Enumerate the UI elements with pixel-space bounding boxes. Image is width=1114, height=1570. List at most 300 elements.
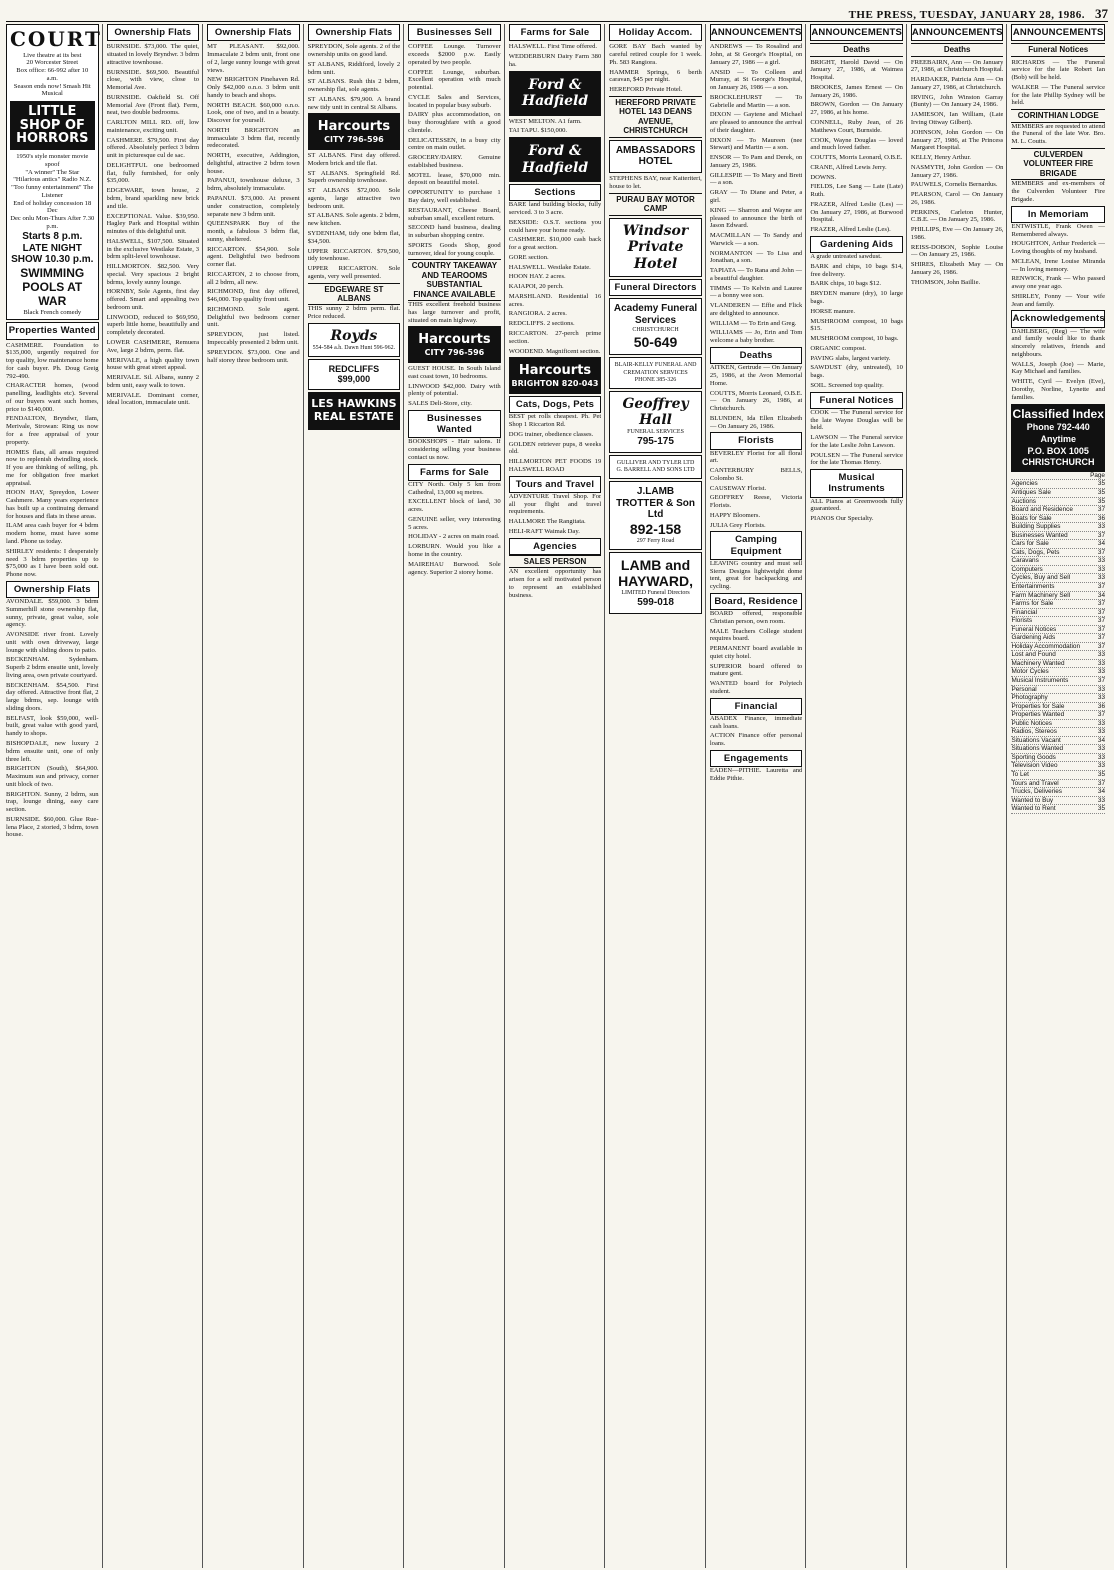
birth-notice: VLANDEREN — Effie and Flick are delighted to announce.: [709, 302, 803, 317]
classified-ad: BOARD offered, responsible Christian person, own room.: [709, 610, 803, 625]
classified-columns: [6, 24, 1108, 1568]
index-row[interactable]: [1011, 506, 1105, 515]
index-item-page: 37: [1097, 582, 1105, 590]
classified-ad: PERMANENT board available in quiet city hotel.: [709, 645, 803, 660]
classified-index-header: [1011, 404, 1105, 472]
edgeware-heading: EDGEWARE ST ALBANS: [308, 283, 401, 306]
section-header-properties-wanted: Properties Wanted: [6, 322, 99, 339]
index-item-page: 33: [1097, 651, 1105, 659]
section-header-ownership-flats: Ownership Flats: [207, 24, 300, 41]
classified-ad: GENUINE seller, very interesting 5 acres.: [408, 515, 501, 531]
index-item-page: 34: [1097, 736, 1105, 744]
classified-ad: HEREFORD Private Hotel.: [609, 86, 683, 94]
acknowledgement-notice: WHITE, Cyril — Evelyn (Eve), Dorothy, Norline, Lynette and families.: [1011, 378, 1105, 401]
classified-ad: BRIGHTON (South), $64,900. Maximum sun and privacy, corner unit block of two.: [6, 765, 99, 788]
section-header-ownership-flats: Ownership Flats: [107, 24, 200, 41]
death-notice: COOK, Wayne Douglas — loved and much loved father.: [810, 136, 903, 152]
classified-ad: EXCEPTIONAL Value. $39,950. Hagley Park and Hospital within minutes of this delightful unit.: [106, 212, 200, 236]
classified-ad: CYCLE Sales and Services, located in popular busy suburb.: [408, 93, 501, 109]
classified-ad: ST ALBANS. $79,900. A brand new tidy unit in central St Albans.: [307, 95, 401, 111]
birth-notice: TAPIATA — To Rana and John — a beautiful daughter.: [709, 267, 803, 282]
late-show-time: LATE NIGHT SHOW 10.30 p.m.: [11, 242, 94, 266]
index-row[interactable]: [1011, 566, 1105, 575]
death-notice: THOMSON, John Baillie.: [910, 278, 981, 286]
index-row[interactable]: [1011, 720, 1105, 729]
classified-ad: ST ALBANS. Springfield Rd. Superb ownership townhouse.: [307, 169, 401, 185]
index-row[interactable]: [1011, 634, 1105, 643]
section-header-holiday-accom: Holiday Accom.: [609, 24, 702, 41]
classified-ad: GOLDEN retriever pups, 8 weeks old.: [508, 440, 602, 456]
death-notice: FRAZER, Alfred Leslie (Les) — On January 27, 1986, at Burwood Hospital.: [810, 200, 903, 224]
court-season: Season ends now! Smash Hit Musical: [13, 82, 91, 98]
lamb-trotter-name: J.LAMB TROTTER & Son Ltd: [616, 485, 695, 521]
classified-ad: SPREYDON, Sole agents. 2 of the ownership units on good land.: [307, 43, 401, 58]
index-item-label: Wanted to Buy: [1011, 796, 1054, 804]
classified-ad: MOTEL lease, $70,000 min. deposit on beautiful motel.: [408, 171, 501, 187]
classified-ad: ST ALBANS. Sole agents. 2 bdrm, new kitchen.: [307, 212, 401, 228]
classified-ad: MALE Teachers College student requires board.: [709, 627, 803, 643]
death-notice: DOWNS.: [810, 173, 837, 181]
index-item-page: 36: [1097, 514, 1105, 522]
academy-funeral-ad: [609, 298, 702, 355]
index-item-page: 33: [1097, 728, 1105, 736]
index-item-label: Building Supplies: [1011, 523, 1061, 531]
classified-ad: SALES Deli-Store, city.: [408, 400, 472, 408]
classified-ad: MERIVALE, a high quality town house with great street appeal.: [106, 356, 200, 372]
index-row[interactable]: [1011, 780, 1105, 789]
start-time: Starts 8 p.m.: [22, 230, 83, 242]
acknowledgement-notice: WALLS, Joseph (Joe) — Marie, Kay Michael and families.: [1011, 360, 1105, 376]
classified-ad: CARLTON MILL RD. off, low maintenance, exciting unit.: [106, 119, 200, 134]
classified-ad: RICCARTON. 27-perch prime section.: [508, 330, 602, 345]
index-row[interactable]: [1011, 626, 1105, 635]
classified-ad: GORE BAY Bach wanted by careful retired couple for 1 week. Ph. 583 Rangiora.: [609, 43, 702, 66]
classified-ad: GUEST HOUSE. In South Island east coast town, 10 bedrooms.: [408, 365, 501, 380]
index-page-label-row: [1011, 472, 1105, 481]
index-row[interactable]: [1011, 771, 1105, 780]
classified-ad: BELFAST, look $59,000, well-built, great value with good yard, handy to shops.: [6, 714, 99, 738]
classified-ad: HOMES flats, all areas required now to replenish dwindling stock. If you are thinking of selling, ph. me for obligation free market appraisal.: [6, 448, 99, 487]
classified-ad: ACTION Finance offer personal loans.: [709, 732, 803, 748]
index-item-label: Cycles, Buy and Sell: [1011, 574, 1071, 582]
classified-ad: RICCARTON, 2 to choose from, all 2 bdrm, all new.: [207, 270, 300, 286]
classified-ad: ST ALBANS $72,000. Sole agents, large attractive two bedroom unit.: [307, 187, 401, 210]
ownership-flats-list: [308, 43, 401, 1568]
classified-ad: HOON HAY, Spreydon, Lower Cashmere. Many years experience has built up a continuing demand for houses and flats in these areas.: [6, 489, 99, 520]
holiday-accom-list: [609, 43, 702, 1568]
death-notice: PERKINS, Carleton Hunter, C.B.E. — On January 25, 1986.: [910, 208, 1004, 224]
classified-ad: HALLMORE The Rangitata.: [508, 518, 586, 526]
birth-notice: DIXON — Gaytene and Michael are pleased to announce the arrival of their daughter.: [709, 111, 803, 134]
ambassadors-hotel-ad: [609, 140, 702, 174]
masthead: [6, 6, 1108, 22]
funeral-notice: MEMBERS are requested to attend the Funeral of the late Wor. Bro. M. L. Coutts.: [1011, 122, 1105, 146]
index-row[interactable]: [1011, 754, 1105, 763]
index-row[interactable]: [1011, 797, 1105, 806]
classified-ad: BARK chips, 10 bags $12.: [810, 280, 882, 288]
blair-name: BLAIR-KELLY FUNERAL AND CREMATION SERVICES: [614, 362, 697, 376]
classified-ad: EADEN—PITHIE. Lauretta and Eddie Pithie.: [709, 767, 803, 782]
classified-ad: HALSWELL. First Time offered.: [508, 43, 598, 51]
redcliffs-price: $99,000: [337, 374, 371, 385]
memoriam-notice: SHIRLEY, Fonny — Your wife Jean and family.: [1011, 292, 1105, 308]
harcourts-name: Harcourts: [317, 119, 391, 135]
court-subtitle: Live theatre at its best: [23, 51, 82, 59]
classified-ad: RANGIORA. 2 acres.: [508, 310, 567, 318]
index-item-label: Photography: [1011, 694, 1048, 702]
royds-contact: 554-584 a.h. Dawn Hunt 596-962.: [312, 344, 396, 351]
index-row[interactable]: [1011, 686, 1105, 695]
classified-ad: UPPER RICCARTON. Sole agents, very well presented.: [307, 265, 401, 280]
hawkins-logo: [308, 392, 401, 430]
classified-ad: SPORTS Goods Shop, good turnover, ideal for young couple.: [408, 241, 501, 257]
classified-ad: SPREYDON. $73,000. One and half storey three bedroom unit.: [207, 348, 300, 364]
purau-heading: PURAU BAY MOTOR CAMP: [609, 193, 702, 216]
court-title: COURT: [10, 27, 102, 51]
classified-ad: NORTH BRIGHTON an immaculate 3 bdrm flat, recently redecorated.: [207, 126, 300, 150]
classified-ad: CHARACTER homes, (wood panelling, leadlights etc). Several of our buyers want such homes, price to $140,000.: [6, 382, 99, 413]
index-anytime: Anytime: [1040, 433, 1076, 444]
death-notice: KELLY, Henry Arthur.: [910, 154, 971, 162]
section-header-ownership-flats: Ownership Flats: [308, 24, 401, 41]
classified-ad: HILLMORTON PET FOODS 19 HALSWELL ROAD: [508, 458, 602, 473]
classified-ad: HAPPY Bloomers.: [709, 511, 761, 519]
index-row[interactable]: [1011, 728, 1105, 737]
classified-ad: MERIVALE. Dominant corner, ideal location, immaculate unit.: [106, 391, 200, 407]
redcliffs-box: [308, 359, 401, 390]
index-row[interactable]: [1011, 480, 1105, 489]
funeral-notice: COOK — The Funeral service for the late Wayne Douglas will be held.: [810, 408, 903, 432]
classified-ad: LINWOOD $42,000. Dairy with plenty of potential.: [408, 382, 501, 398]
index-row[interactable]: [1011, 694, 1105, 703]
classified-index-list: [1011, 472, 1105, 814]
index-row[interactable]: [1011, 617, 1105, 626]
section-header-board: Board, Residence: [710, 593, 803, 610]
column-11: [1011, 24, 1108, 1568]
index-item-page: 33: [1097, 796, 1105, 804]
index-item-label: Properties Wanted: [1011, 711, 1065, 719]
index-item-label: Antiques Sale: [1011, 488, 1051, 496]
classified-ad: SECOND hand business, dealing in suburban shopping centre.: [408, 224, 501, 240]
index-item-label: Farms for Sale: [1011, 600, 1054, 608]
classified-ad: ST ALBANS. Rush this 2 bdrm, ownership flat, sole agents.: [307, 78, 401, 94]
column-1: [6, 24, 103, 1568]
index-row[interactable]: [1011, 609, 1105, 618]
funeral-notice: LAWSON — The Funeral service for the late Leslie John Lawson.: [810, 434, 903, 449]
index-item-page: 37: [1097, 600, 1105, 608]
index-row[interactable]: [1011, 515, 1105, 524]
index-row[interactable]: [1011, 540, 1105, 549]
barrell-name: G. BARRELL AND SONS LTD: [616, 466, 695, 473]
death-notice: BROOKES, James Ernest — On January 26, 1986.: [810, 83, 903, 99]
deaths-list: [810, 59, 903, 1568]
birth-notice: GRAY — To Diane and Peter, a girl.: [709, 189, 803, 204]
classified-ad: NORTH BEACH. $60,000 o.n.o. Look, one of two, and in a beauty. Discover for yourself.: [207, 101, 300, 125]
classified-ad: LORBURN. Would you like a home in the country.: [408, 543, 501, 559]
index-row[interactable]: [1011, 805, 1105, 814]
section-header-deaths: Deaths: [710, 347, 803, 364]
death-notice: CRANE, Alfred Lewis Jerry.: [810, 163, 887, 171]
classified-ad: MT PLEASANT. $92,000. Immaculate 2 bdrm unit, front one of 2, large sunny lounge with great views.: [207, 43, 300, 74]
index-item-page: 37: [1097, 677, 1105, 684]
birth-notice: BROCKLEHURST — To Gabrielle and Martin — a son.: [709, 93, 803, 109]
index-item-label: Gardening Aids: [1011, 634, 1056, 642]
section-header-announcements: ANNOUNCEMENTS: [810, 24, 903, 41]
review-quote: "Too funny entertainment" The Listener: [11, 184, 94, 199]
column-4: [308, 24, 405, 1568]
index-item-page: 37: [1097, 617, 1105, 625]
hawkins-name: LES HAWKINS REAL ESTATE: [311, 396, 397, 423]
index-item-page: 37: [1097, 642, 1105, 650]
index-item-label: Sporting Goods: [1011, 753, 1056, 761]
classified-ad: HOON HAY. 2 acres.: [508, 273, 566, 281]
index-title: Classified Index: [1012, 406, 1104, 421]
index-item-page: 34: [1097, 540, 1105, 548]
index-item-page: 33: [1097, 753, 1105, 761]
classified-ad: ALL Pianos at Greenwoods fully guaranteed.: [810, 497, 903, 513]
memoriam-notice: MCLEAN, Irene Louise Miranda — In loving memory.: [1011, 257, 1105, 273]
death-notice: IRVING, John Winston Garray (Bunty) — On January 24, 1986.: [910, 93, 1004, 109]
index-item-page: 33: [1097, 745, 1105, 753]
index-row[interactable]: [1011, 574, 1105, 583]
classified-ad: ST ALBANS, Riddiford, lovely 2 bdrm unit.: [307, 60, 401, 76]
classified-ad: NEW BRIGHTON Pinehaven Rd. Only $42,000 o.n.o. 3 bdrm unit handy to beach and shops.: [207, 76, 300, 99]
death-notice: NASMYTH, John Gordon — On January 27, 1986.: [910, 163, 1004, 179]
harcourts-logo: [308, 113, 401, 150]
page-number: 37: [1095, 6, 1108, 21]
classified-ad: MUSHROOM compost, 10 bags.: [810, 335, 899, 343]
index-row[interactable]: [1011, 677, 1105, 686]
classified-ad: FENDALTON, Bryndwr, Ilam, Merivale, Strowan: Ring us now for a free appraisal of your property.: [6, 415, 99, 446]
classified-ad: PAPANUI. $73,000. At present under construction, completely separate new 3 bdrm unit.: [207, 194, 300, 218]
birth-notice: TIMMS — To Kelvin and Lauree — a bonny wee son.: [709, 284, 803, 300]
classified-ad: MUSHROOM compost, 10 bags $15.: [810, 317, 903, 333]
classified-ad: BEST pet rolls cheapest. Ph. Pet Shop 1 Riccarton Rd.: [508, 413, 602, 429]
classified-ad: THIS sunny 2 bdrm perm. flat. Price reduced.: [307, 305, 401, 321]
ownership-flats-list: [207, 43, 300, 1568]
death-notice: FREEBAIRN, Ann — On January 27, 1986, at Christchurch Hospital.: [910, 58, 1004, 74]
column-3: [207, 24, 304, 1568]
classified-ad: A grade untreated sawdust.: [810, 253, 882, 261]
classified-ad: HORNBY, Sole Agents, first day offered. Smart and appealing two bedroom unit.: [106, 288, 200, 311]
classified-ad: REDCLIFFS. 2 sections.: [508, 320, 575, 328]
classified-ad: WEST MELTON. A1 farm.: [508, 117, 582, 125]
gulliver-ad: [609, 455, 702, 479]
classified-ad: BEVERLEY Florist for all floral art.: [709, 449, 803, 465]
column-7: [609, 24, 706, 1568]
classified-ad: AVONSIDE river front. Lovely unit with own driveway, large lounge with sliding doors to patio.: [6, 631, 99, 654]
index-item-page: 37: [1097, 608, 1105, 616]
classified-ad: DELIGHTFUL one bedroomed flat, fully furnished, for only $35,000.: [106, 161, 200, 185]
classified-ad: SPREYDON, just listed. Impeccably presented 2 bdrm unit.: [207, 331, 300, 346]
late-show-desc: Black French comedy: [23, 308, 82, 316]
index-row[interactable]: [1011, 711, 1105, 720]
index-item-page: 37: [1097, 634, 1105, 642]
classified-ad: BURNSIDE. $73,000. The quiet, situated in lovely Bryndwr. 3 bdrm attractive townhouse.: [106, 43, 200, 66]
court-theatre-ad: [6, 24, 102, 320]
index-item-page: 36: [1097, 702, 1105, 710]
classified-ad: AN excellent opportunity has arisen for a self motivated person to represent an established business.: [508, 568, 602, 599]
lamb-hayward-ad: [609, 552, 702, 614]
index-row[interactable]: [1011, 557, 1105, 566]
index-item-label: Businesses Wanted: [1011, 531, 1068, 539]
lamb-hayward-phone: 599-018: [637, 596, 674, 608]
acknowledgement-notice: DAHLBERG, (Reg) — The wife and family would like to thank sincerely relatives, friends and neighbours.: [1011, 327, 1105, 358]
lamb-hayward-sub: LIMITED Funeral Directors: [621, 589, 690, 596]
index-item-label: Machinery Wanted: [1011, 659, 1065, 667]
index-item-label: Farm Machinery Sell: [1011, 591, 1071, 599]
classified-ad: HELI-RAFT Waimak Day.: [508, 527, 580, 535]
section-header-gardening: Gardening Aids: [810, 236, 903, 253]
country-takeaway-heading: COUNTRY TAKEAWAY AND TEAROOMS SUBSTANTIAL FINANCE AVAILABLE: [408, 259, 501, 301]
section-header-acknowledgements: Acknowledgements: [1011, 310, 1105, 327]
index-item-page: 37: [1097, 531, 1105, 539]
academy-city: CHRISTCHURCH: [632, 326, 679, 333]
ambassadors-name: AMBASSADORS HOTEL: [615, 144, 696, 168]
index-item-page: 33: [1097, 659, 1105, 667]
classified-ad: SOIL. Screened top quality.: [810, 381, 884, 389]
index-row[interactable]: [1011, 600, 1105, 609]
section-header-announcements: ANNOUNCEMENTS: [1011, 24, 1105, 41]
section-header-florists: Florists: [710, 432, 803, 449]
index-page-label: Page: [1090, 471, 1105, 479]
index-item-page: 33: [1097, 762, 1105, 770]
hereford-heading: HEREFORD PRIVATE HOTEL 143 DEANS AVENUE, CHRISTCHURCH: [609, 96, 702, 138]
index-row[interactable]: [1011, 583, 1105, 592]
classified-ad: UPPER RICCARTON. $79,500, tidy townhouse.: [307, 247, 401, 263]
index-row[interactable]: [1011, 643, 1105, 652]
index-item-page: 33: [1097, 719, 1105, 727]
section-header-camping: Camping Equipment: [710, 531, 803, 559]
index-item-page: 35: [1097, 480, 1105, 488]
death-notice: HARDAKER, Patricia Ann — On January 27, 1986, at Christchurch.: [910, 76, 1004, 91]
classified-ad: CAUSEWAY Florist.: [709, 484, 767, 492]
index-row[interactable]: [1011, 523, 1105, 532]
death-notice: BLUNDEN, Ida Ellen Elizabeth — On January 26, 1986.: [709, 414, 803, 430]
classified-ad: PIANOS Our Specialty.: [810, 515, 874, 523]
classified-ad: QUEENSPARK Buy of the month, a fabulous 3 bdrm flat, sunny, sheltered.: [207, 220, 300, 243]
classified-ad: SHIRLEY residents: I desperately need 3 bdrm properties up to $75,000 as I have been sold out. Phone now.: [6, 547, 99, 579]
deaths-list: [911, 59, 1004, 1568]
funeral-notices-list: [1011, 59, 1105, 1568]
index-row[interactable]: [1011, 498, 1105, 507]
classified-ad: THIS excellent freehold business has large turnover and profit, situated on main highway.: [408, 301, 501, 324]
classified-ad: LEAVING country and must sell Sierra Designs lightweight dome tent, great for backpacking and cycling.: [709, 559, 803, 591]
section-header-ownership-flats: Ownership Flats: [6, 581, 99, 598]
classified-ad: GEOFFREY Reese, Victoria Florists.: [709, 494, 803, 510]
classified-ad: BURNSIDE. $69,500. Beautiful close, with view, close to Memorial Ave.: [106, 68, 200, 92]
index-item-label: Properties for Sale: [1011, 702, 1065, 710]
section-header-farms-for-sale: Farms for Sale: [509, 24, 602, 41]
memoriam-notice: ENTWISTLE, Frank Owen — Remembered always.: [1011, 222, 1105, 238]
death-notice: BRIGHT, Harold David — On January 27, 1986, at Waimea Hospital.: [810, 58, 903, 82]
classified-ad: SAWDUST (dry, untreated), 10 bags.: [810, 364, 903, 380]
index-row[interactable]: [1011, 745, 1105, 754]
classified-ad: BARE land building blocks, fully serviced. 3 to 3 acre.: [508, 201, 602, 217]
column-6: [509, 24, 606, 1568]
section-header-in-memoriam: In Memoriam: [1011, 206, 1105, 223]
index-row[interactable]: [1011, 668, 1105, 677]
late-show-title: SWIMMING POOLS AT WAR: [20, 266, 85, 309]
death-notice: FIELDS, Lee Sang — Late (Late) Ruth.: [810, 183, 903, 199]
classified-ad: RESTAURANT, Cheese Board, suburban small, excellent return.: [408, 206, 501, 222]
classified-ad: OPPORTUNITY to purchase 1 Bay dairy, well established.: [408, 189, 501, 204]
column-10: [911, 24, 1008, 1568]
index-row[interactable]: [1011, 651, 1105, 660]
classified-ad: HOLIDAY - 2 acres on main road.: [408, 533, 500, 541]
classified-ad: LINWOOD, reduced to $69,950, superb little home, beautifully and completely decorated.: [106, 313, 200, 337]
index-item-label: Cats, Dogs, Pets: [1011, 548, 1060, 556]
harcourts-logo: [408, 326, 501, 363]
index-row[interactable]: [1011, 489, 1105, 498]
memoriam-notice: HOUGHTON, Arthur Frederick — Loving thoughts of my husband.: [1011, 240, 1105, 256]
index-row[interactable]: [1011, 532, 1105, 541]
classified-ad: ABADEX Finance, immediate cash loans.: [709, 714, 803, 730]
death-notice: PHILLIPS, Eve — On January 26, 1986.: [910, 226, 1004, 241]
death-notice: BROWN, Gordon — On January 27, 1986, at his home.: [810, 101, 903, 117]
death-notice: PEARSON, Carol — On January 26, 1986.: [910, 191, 1004, 206]
classified-ad: SYDENHAM, tidy one bdrm flat, $34,500.: [307, 229, 401, 245]
classified-ad: CANTERBURY BELLS, Colombo St.: [709, 467, 803, 482]
death-notice: AITKEN, Gertrude — On January 25, 1986, at the Avon Memorial Home.: [709, 364, 803, 387]
ownership-flats-list: [107, 43, 200, 1568]
review-quote: "Hilarious antics" Radio N.Z.: [13, 176, 92, 184]
harcourts-phone: CITY 796-596: [324, 134, 384, 144]
index-row[interactable]: [1011, 592, 1105, 601]
death-notice: PAUWELS, Cornelis Bernardus.: [910, 181, 998, 189]
birth-notice: GILLESPIE — To Mary and Brett — a son.: [709, 171, 803, 187]
index-row[interactable]: [1011, 549, 1105, 558]
section-header-sections: Sections: [509, 184, 602, 201]
index-row[interactable]: [1011, 703, 1105, 712]
classified-ad: DAIRY plus accommodation, on busy thoroughfare with a good clientele.: [408, 111, 501, 134]
classified-ad: NORTH, executive, Addington, delightful, attractive 2 bdrm town house.: [207, 152, 300, 175]
column-8: [710, 24, 807, 1568]
index-row[interactable]: [1011, 737, 1105, 746]
index-row[interactable]: [1011, 762, 1105, 771]
death-notice: REISS-DOBON, Sophie Louise — On January 25, 1986.: [910, 243, 1004, 259]
classified-ad: ORGANIC compost.: [810, 344, 867, 352]
ford-hadfield-name: Ford & Hadfield: [521, 143, 589, 176]
funeral-notice: RICHARDS — The Funeral service for the late Robert Ian (Bob) will be held.: [1011, 58, 1105, 82]
harcourts-brighton-phone: BRIGHTON 820-043: [511, 378, 599, 388]
index-row[interactable]: [1011, 788, 1105, 797]
lamb-hayward-name: LAMB and HAYWARD,: [618, 556, 693, 590]
geoffrey-hall-ad: [609, 391, 702, 453]
deaths-subheading: Deaths: [810, 43, 903, 56]
index-item-label: Situations Vacant: [1011, 736, 1061, 744]
royds-name: Royds: [330, 327, 378, 344]
section-header-farms-for-sale: Farms for Sale: [408, 464, 501, 481]
classified-ad: HALSWELL, $107,500. Situated in the exclusive Westlake Estate, 3 bdrm split-level townhouse.: [106, 237, 200, 261]
businesses-sell-list: [408, 43, 501, 1568]
harcourts-name: Harcourts: [518, 363, 592, 379]
index-item-label: Financial: [1011, 608, 1038, 616]
section-header-tours-travel: Tours and Travel: [509, 476, 602, 493]
index-row[interactable]: [1011, 660, 1105, 669]
death-notice: CONNELL, Ruby Jean, of 26 Matthews Court, Burnside.: [810, 119, 903, 134]
index-item-page: 34: [1097, 591, 1105, 599]
classified-ad: ILAM area cash buyer for 4 bdrm modern home, must have some land. Phone us today.: [6, 522, 99, 545]
classified-ad: HALSWELL. Westlake Estate.: [508, 263, 591, 271]
index-item-page: 33: [1097, 685, 1105, 693]
birth-notice: DIXON — To Maureen (nee Stewart) and Martin — a son.: [709, 136, 803, 152]
windsor-name: Windsor Private Hotel: [622, 222, 689, 272]
column-2: [107, 24, 204, 1568]
classified-ad: ADVENTURE Travel Shop. For all your flight and travel requirements.: [508, 492, 602, 516]
classified-ad: BRYDEN manure (dry), 10 large bags.: [810, 290, 903, 305]
harcourts-brighton-logo: [509, 357, 602, 394]
